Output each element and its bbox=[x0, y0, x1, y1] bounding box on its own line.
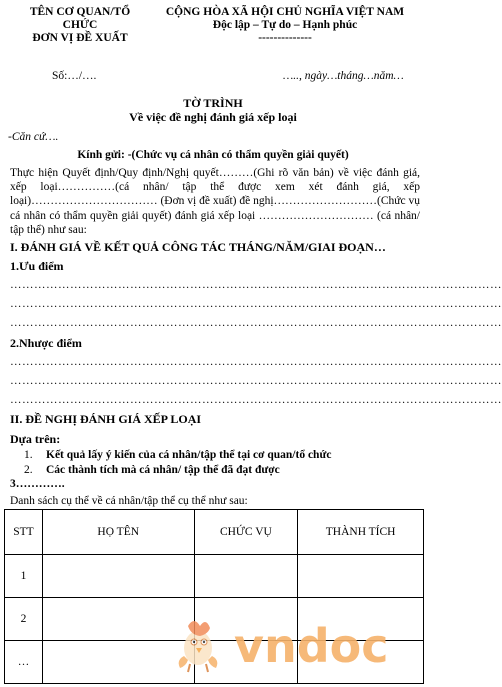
list-intro: Danh sách cụ thể về cá nhân/tập thể cụ thể như sau: bbox=[10, 495, 248, 507]
nation-title: CỘNG HÒA XÃ HỘI CHỦ NGHĨA VIỆT NAM bbox=[165, 6, 405, 18]
doc-title: TỜ TRÌNH bbox=[183, 96, 243, 110]
col-header-position: CHỨC VỤ bbox=[194, 510, 298, 555]
name-cell[interactable] bbox=[42, 555, 194, 598]
dot-line: …………………………………………………………………………………………………………… bbox=[10, 317, 502, 329]
list-item: Kết quả lấy ý kiến của cá nhân/tập thể tại cơ quan/tổ chức bbox=[46, 449, 332, 461]
list-item-number: 2. bbox=[24, 464, 33, 476]
dot-line: …………………………………………………………………………………………………………… bbox=[10, 356, 502, 368]
col-header-achievement: THÀNH TÍCH bbox=[298, 510, 424, 555]
achievement-cell[interactable] bbox=[298, 555, 424, 598]
based-on-label: Dựa trên: bbox=[10, 432, 61, 446]
dot-line: …………………………………………………………………………………………………………… bbox=[10, 279, 502, 291]
doc-subtitle: Về việc đề nghị đánh giá xếp loại bbox=[129, 110, 297, 124]
row-number: 1 bbox=[5, 555, 43, 598]
watermark-text: vndoc bbox=[234, 619, 389, 673]
position-cell[interactable] bbox=[194, 555, 298, 598]
list-item: Các thành tích mà cá nhân/ tập thể đã đạt được bbox=[46, 464, 280, 476]
org-name-line1: TÊN CƠ QUAN/TỔ bbox=[29, 6, 131, 18]
document-number: Số:…/…. bbox=[52, 70, 97, 82]
row-number: … bbox=[5, 641, 43, 684]
col-header-stt: STT bbox=[5, 510, 43, 555]
motto: Độc lập – Tự do – Hạnh phúc bbox=[212, 19, 358, 31]
vndoc-watermark bbox=[174, 612, 414, 672]
dot-line: …………………………………………………………………………………………………………… bbox=[10, 298, 502, 310]
nation-block bbox=[150, 6, 420, 45]
name-cell[interactable] bbox=[42, 598, 194, 641]
section2-heading: II. ĐỀ NGHỊ ĐÁNH GIÁ XẾP LOẠI bbox=[10, 412, 202, 426]
rooster-mascot-icon bbox=[174, 612, 414, 672]
header-divider: -------------- bbox=[258, 32, 312, 44]
basis-text: -Căn cứ…. bbox=[8, 131, 59, 143]
document-date: ….., ngày…tháng…năm… bbox=[283, 70, 404, 82]
weaknesses-heading: 2.Nhược điểm bbox=[10, 336, 82, 350]
col-header-name: HỌ TÊN bbox=[42, 510, 194, 555]
recipient: Kính gửi: -(Chức vụ cá nhân có thẩm quyền giải quyết) bbox=[77, 149, 349, 161]
list-item-3: 3…………. bbox=[10, 478, 65, 490]
org-block bbox=[10, 6, 150, 45]
section1-heading: I. ĐÁNH GIÁ VỀ KẾT QUẢ CÔNG TÁC THÁNG/NĂM/GIAI ĐOẠN… bbox=[10, 240, 386, 254]
strengths-heading: 1.Ưu điểm bbox=[10, 259, 64, 273]
name-cell[interactable] bbox=[42, 641, 194, 684]
table-row bbox=[5, 555, 424, 598]
org-name-line3: ĐƠN VỊ ĐỀ XUẤT bbox=[32, 32, 128, 44]
list-item-number: 1. bbox=[24, 449, 33, 461]
dot-line: …………………………………………………………………………………………………………… bbox=[10, 394, 502, 406]
org-name-line2: CHỨC bbox=[62, 19, 98, 31]
row-number: 2 bbox=[5, 598, 43, 641]
dot-line: …………………………………………………………………………………………………………… bbox=[10, 375, 502, 387]
table-header-row bbox=[5, 510, 424, 555]
intro-paragraph: Thực hiện Quyết định/Quy định/Nghị quyết………(Ghi rõ văn bản) về việc đánh giá, xếp loại……………(cá nhân/ tập thể được xem xét đánh giá, xếp loại)…………………………… (Đơn vị đề xuất) đề nghị………………………(Chức vụ cá nhân có thẩm quyền giải quyết) đánh giá xếp loại ………………………… (cá nhân/ tập thể) như sau: bbox=[10, 167, 420, 236]
